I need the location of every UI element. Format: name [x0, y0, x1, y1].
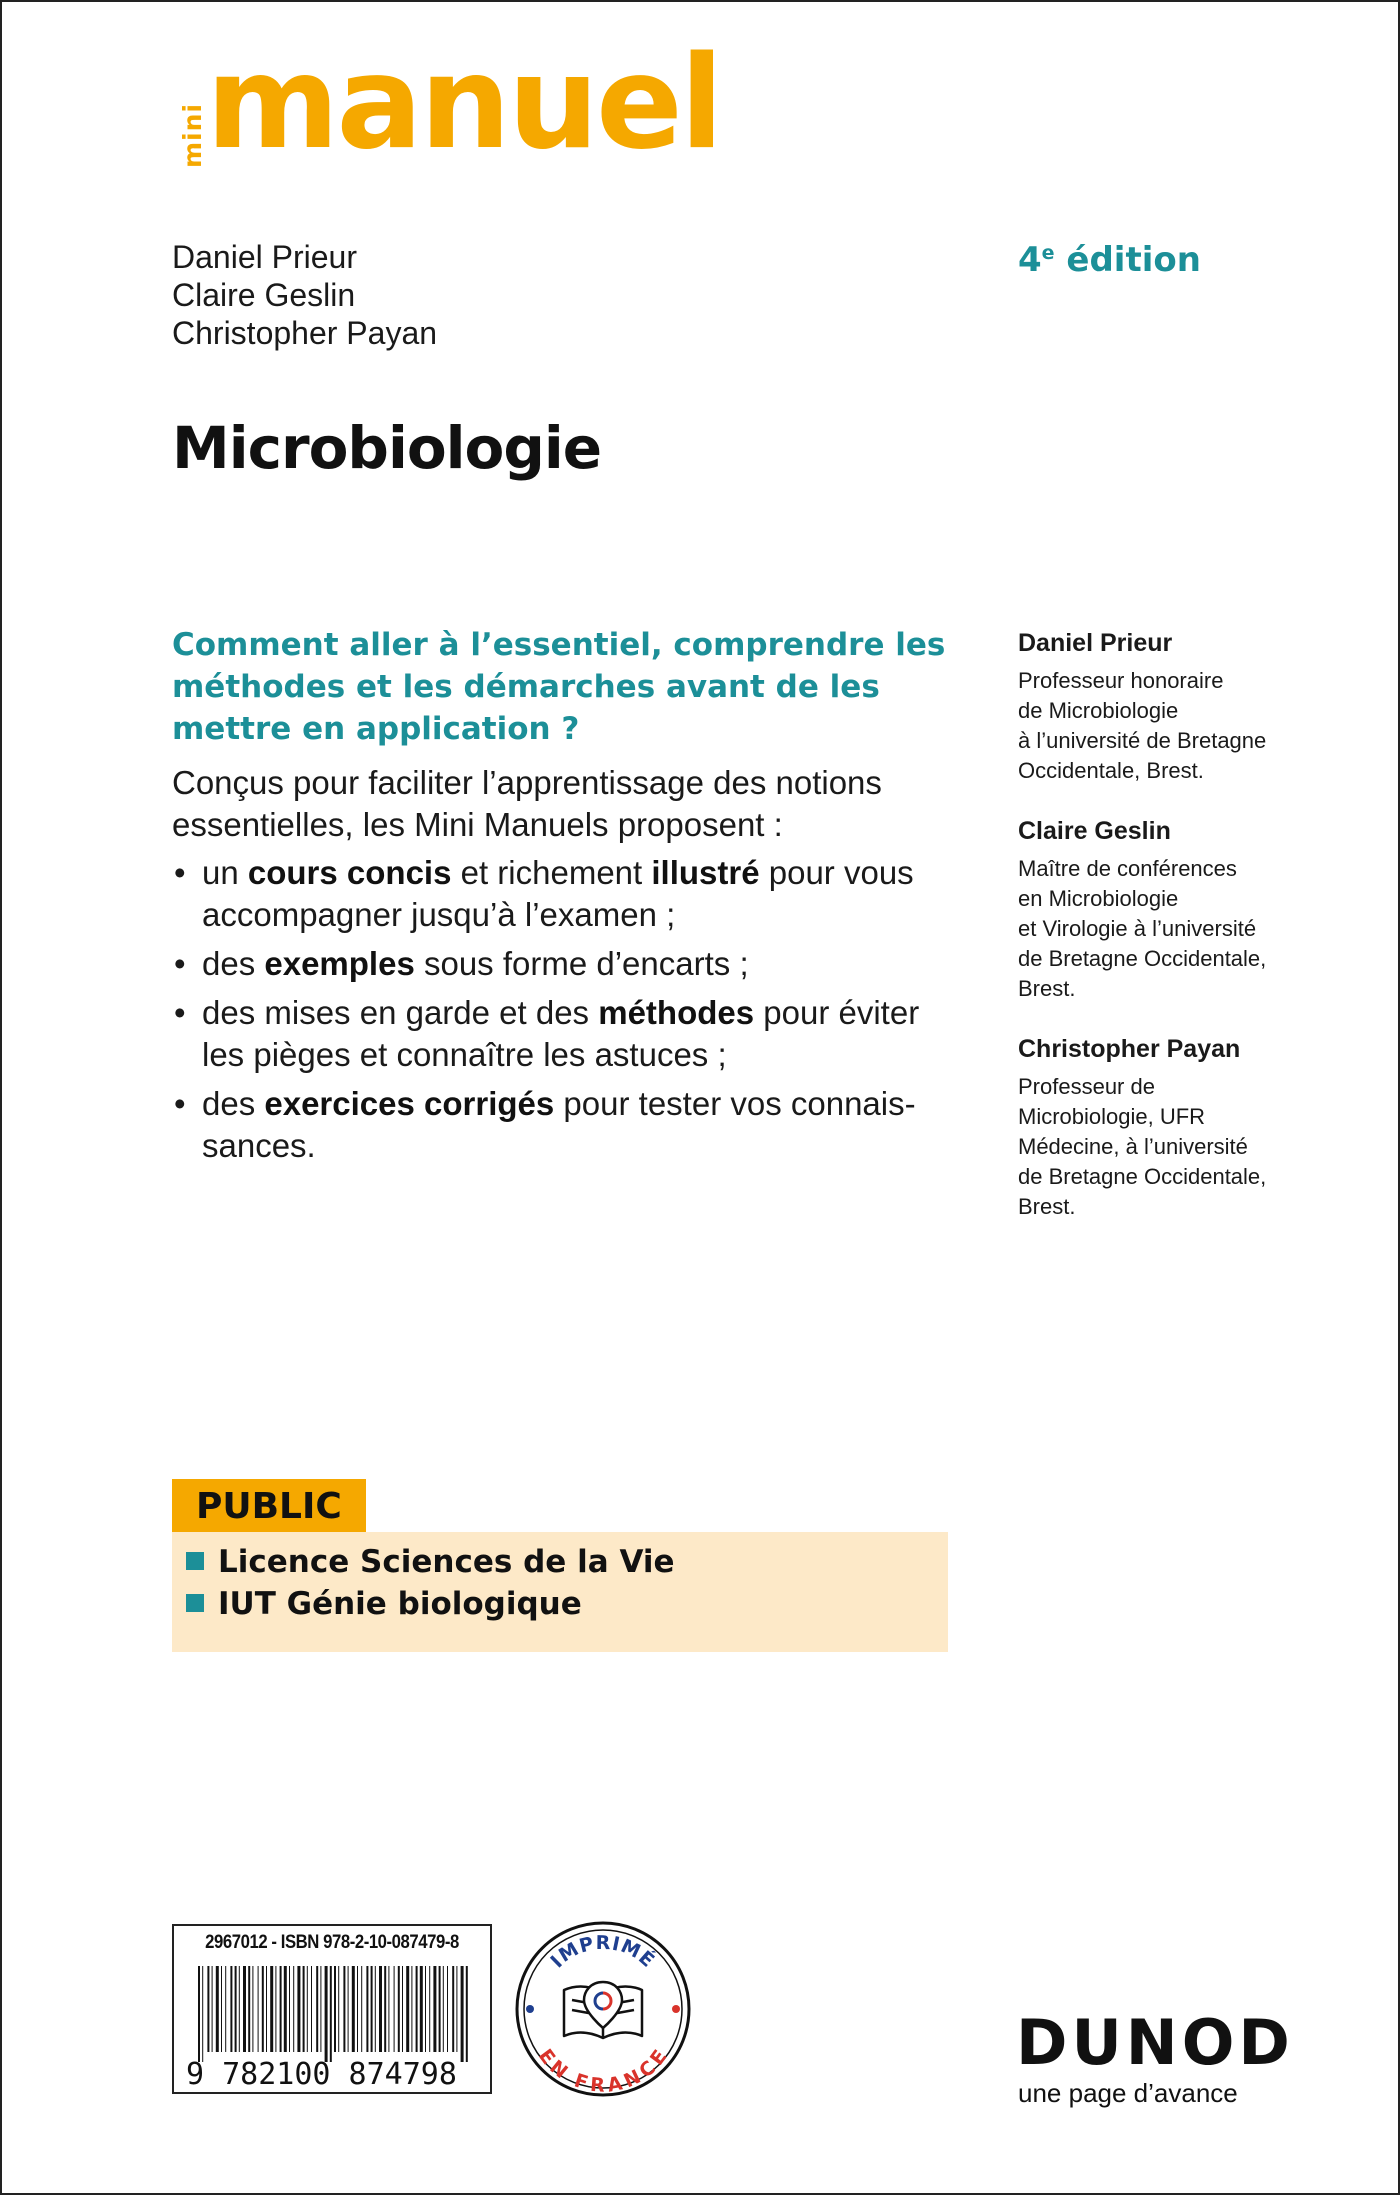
barcode-bar — [311, 1966, 312, 2052]
barcode-bar — [207, 1966, 209, 2052]
barcode-bar — [230, 1966, 232, 2052]
list-item-text: des mises en garde et des — [202, 994, 599, 1031]
author-name: Daniel Prieur — [172, 239, 357, 275]
bio-line: Occidentale, Brest. — [1018, 758, 1204, 783]
isbn-text: 2967012 - ISBN 978-2-10-087479-8 — [205, 1932, 459, 1953]
barcode-bar — [461, 1966, 464, 2062]
author-bio — [1018, 626, 1338, 786]
barcode-bar — [248, 1966, 250, 2052]
author-bios — [1018, 626, 1338, 1250]
lead-question: Comment aller à l’essentiel, comprendre les méthodes et les démarches avant de les mettre en application ? — [172, 627, 946, 747]
square-bullet-icon — [186, 1594, 204, 1612]
edition-text: édition — [1054, 240, 1201, 280]
barcode-bar — [411, 1966, 412, 2052]
intro-paragraph: Conçus pour faciliter l’apprentissage des notions essentielles, les Mini Manuels proposent : — [172, 764, 882, 843]
public-label: PUBLIC — [172, 1479, 366, 1533]
barcode-bar — [433, 1966, 436, 2052]
list-item-text: des — [202, 945, 265, 982]
barcode-bar — [320, 1966, 321, 2052]
barcode-bar — [452, 1966, 454, 2052]
bio-line: Brest. — [1018, 976, 1076, 1001]
barcode-bar — [266, 1966, 267, 2052]
barcode-bar — [284, 1966, 287, 2052]
author-bio — [1018, 814, 1338, 1004]
barcode-bar — [352, 1966, 355, 2052]
author-name: Claire Geslin — [172, 277, 356, 313]
barcode-bar — [316, 1966, 318, 2052]
edition-number: 4 — [1018, 240, 1042, 280]
book-title: Microbiologie — [172, 414, 602, 482]
list-item — [172, 1083, 962, 1167]
feature-list — [172, 852, 962, 1167]
barcode-bar — [447, 1966, 448, 2052]
list-item-emphasis: méthodes — [598, 994, 755, 1031]
barcode-bar — [239, 1966, 240, 2052]
square-bullet-icon — [186, 1552, 204, 1570]
barcode-bar — [416, 1966, 418, 2052]
barcode-bar — [221, 1966, 222, 2052]
barcode-bar — [375, 1966, 376, 2052]
barcode-digits: 9 782100 874798 — [186, 2057, 457, 2088]
bio-line: en Microbiologie — [1018, 886, 1179, 911]
barcode-bar — [216, 1966, 219, 2052]
list-item-text: et richement — [451, 854, 652, 891]
imprime-en-france-stamp — [514, 1920, 692, 2098]
barcode-bar — [357, 1966, 358, 2052]
barcode-bar — [425, 1966, 426, 2052]
barcode-bar — [343, 1966, 345, 2052]
barcode-bar — [379, 1966, 382, 2052]
barcode-bar — [394, 1966, 395, 2052]
list-item-emphasis: illustré — [651, 854, 760, 891]
list-item-text: pour éviter les pièges et connaître les astuces ; — [202, 994, 920, 1073]
author-list — [172, 238, 437, 352]
barcode-bar — [252, 1966, 253, 2052]
barcode-bar — [307, 1966, 308, 2052]
barcode-bar — [439, 1966, 441, 2052]
barcode-bar — [198, 1966, 200, 2062]
barcode-bar — [280, 1966, 282, 2052]
logo-mini-text: mini — [178, 103, 207, 168]
barcode-bar — [202, 1966, 203, 2062]
bio-line: Maître de conférences — [1018, 856, 1237, 881]
list-item-text: un — [202, 854, 248, 891]
logo-manuel-text: manuel — [206, 29, 721, 178]
barcode-bar — [293, 1966, 294, 2052]
barcode-bar — [303, 1966, 305, 2052]
barcode-bar — [297, 1966, 300, 2052]
author-name: Christopher Payan — [172, 315, 438, 351]
barcode-bar — [275, 1966, 276, 2052]
barcode-bar — [334, 1966, 336, 2052]
main-description — [172, 624, 962, 1174]
barcode-bar — [348, 1966, 349, 2052]
bio-line: Professeur de — [1018, 1074, 1155, 1099]
bio-line: Microbiologie, UFR — [1018, 1104, 1206, 1129]
barcode-bar — [258, 1966, 259, 2052]
public-item-text: IUT Génie biologique — [218, 1586, 582, 1622]
barcode-bar — [371, 1966, 373, 2052]
barcode-bar — [384, 1966, 386, 2052]
bio-line: à l’université de Bretagne — [1018, 728, 1267, 753]
bio-line: de Bretagne Occidentale, — [1018, 1164, 1267, 1189]
bio-line: de Bretagne Occidentale, — [1018, 946, 1267, 971]
list-item-emphasis: exemples — [264, 945, 415, 982]
list-item — [172, 852, 962, 936]
barcode-bar — [429, 1966, 430, 2052]
barcode-bar — [243, 1966, 246, 2052]
isbn-barcode — [172, 1924, 492, 2094]
bio-name: Daniel Prieur — [1018, 629, 1173, 657]
public-item-text: Licence Sciences de la Vie — [218, 1544, 675, 1580]
barcode-bar — [420, 1966, 423, 2052]
list-item-emphasis: exercices corrigés — [264, 1085, 555, 1122]
list-item — [172, 943, 962, 985]
barcode-icon — [184, 1964, 480, 2088]
author-bio — [1018, 1032, 1338, 1222]
barcode-bar — [225, 1966, 226, 2052]
barcode-bar — [398, 1966, 400, 2052]
bio-name: Claire Geslin — [1018, 817, 1171, 845]
barcode-bar — [338, 1966, 339, 2052]
stamp-bottom-text: EN FRANCE — [534, 2045, 672, 2097]
list-item-text: des — [202, 1085, 265, 1122]
barcode-bar — [235, 1966, 237, 2052]
list-item-text: pour vous accompagner jusqu’à l’examen ; — [202, 854, 914, 933]
barcode-bar — [406, 1966, 409, 2052]
public-item — [186, 1584, 582, 1624]
barcode-bar — [289, 1966, 290, 2052]
barcode-bar — [212, 1966, 213, 2052]
barcode-bar — [361, 1966, 362, 2052]
list-item — [172, 992, 962, 1076]
stamp-top-text: IMPRIMÉ — [546, 1931, 660, 1973]
publisher-tagline: une page d’avance — [1018, 2078, 1238, 2108]
barcode-bar — [402, 1966, 403, 2052]
barcode-bar — [388, 1966, 389, 2052]
barcode-bar — [366, 1966, 368, 2052]
barcode-bar — [270, 1966, 273, 2052]
list-item-emphasis: cours concis — [247, 854, 452, 891]
edition-label — [1018, 240, 1201, 280]
list-item-text: sous forme d’encarts ; — [414, 945, 749, 982]
public-item — [186, 1542, 675, 1582]
barcode-bar — [325, 1966, 328, 2062]
barcode-bar — [262, 1966, 264, 2052]
bio-name: Christopher Payan — [1018, 1035, 1241, 1063]
bio-line: de Microbiologie — [1018, 698, 1179, 723]
bio-line: Brest. — [1018, 1194, 1076, 1219]
bio-line: Médecine, à l’université — [1018, 1134, 1248, 1159]
barcode-bar — [456, 1966, 457, 2052]
barcode-bar — [330, 1966, 332, 2062]
bio-line: et Virologie à l’université — [1018, 916, 1257, 941]
list-item-text: pour tester vos connaissances. — [202, 1085, 916, 1164]
bio-line: Professeur honoraire — [1018, 668, 1224, 693]
edition-suffix: e — [1041, 242, 1055, 264]
barcode-bar — [443, 1966, 444, 2052]
publisher-logo: DUNOD — [1016, 2006, 1294, 2079]
public-box — [172, 1532, 948, 1652]
barcode-bar — [466, 1966, 468, 2062]
